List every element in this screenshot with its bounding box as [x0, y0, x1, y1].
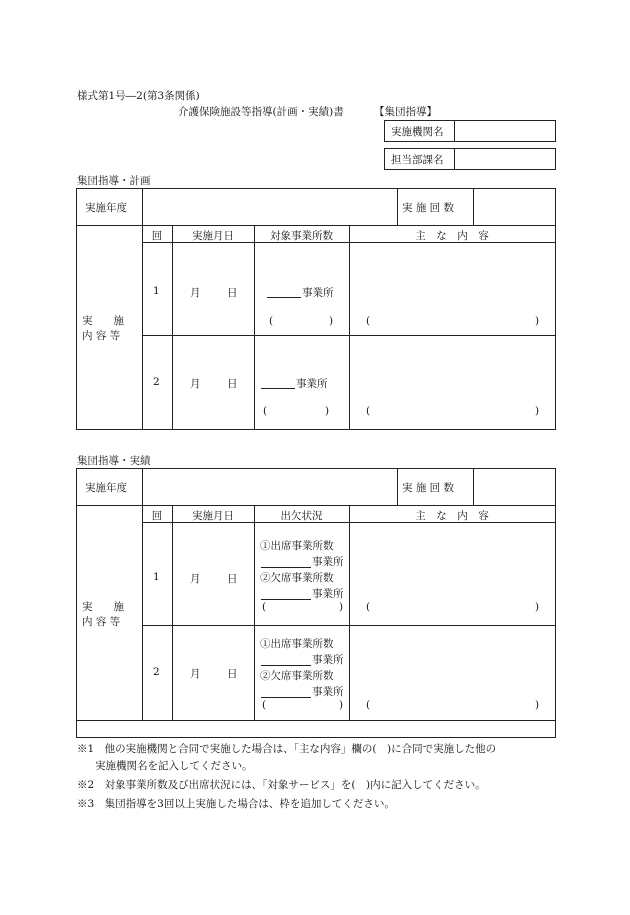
- result-row1-month: 月: [190, 573, 201, 585]
- plan-row2-service-close: ): [325, 405, 330, 417]
- result-row1-absent-blank[interactable]: [261, 599, 311, 600]
- result-table: [76, 468, 556, 738]
- result-row1-day: 日: [227, 573, 238, 585]
- plan-table: [76, 188, 556, 430]
- plan-row1-content-close: ): [535, 315, 540, 327]
- plan-col-date: 実施月日: [192, 230, 234, 242]
- result-row2-attend-label: ①出席事業所数: [260, 638, 334, 650]
- result-row2-absent-blank[interactable]: [261, 697, 311, 698]
- plan-year-label: 実施年度: [85, 202, 127, 214]
- plan-row1-service-open: (: [269, 315, 274, 327]
- plan-year-value[interactable]: [147, 193, 393, 221]
- plan-row2-office-suffix: 事業所: [296, 378, 328, 390]
- plan-row1-office-suffix: 事業所: [302, 287, 334, 299]
- result-row1-service-close: ): [339, 601, 344, 613]
- department-name-box: [384, 148, 556, 170]
- plan-row1-content-open: (: [366, 315, 371, 327]
- department-name-label: 担当部課名: [391, 154, 444, 166]
- result-row1-absent-suffix: 事業所: [312, 588, 344, 600]
- agency-name-box: [384, 120, 556, 142]
- result-side-label-2: 内 容 等: [82, 616, 121, 628]
- result-row2-absent-label: ②欠席事業所数: [260, 670, 334, 682]
- result-row2-service-open: (: [262, 699, 267, 711]
- form-number: 様式第1号―2(第3条関係): [77, 90, 200, 102]
- note-1-line-2: 実施機関名を記入してください。: [95, 760, 253, 772]
- note-2: ※2 対象事業所数及び出席状況には、「対象サービス」を( )内に記入してください。: [77, 779, 486, 791]
- result-year-label: 実施年度: [85, 482, 127, 494]
- note-3: ※3 集団指導を3回以上実施した場合は、枠を追加してください。: [77, 798, 395, 810]
- result-count-value[interactable]: [477, 473, 551, 501]
- plan-col-number: 回: [151, 230, 163, 242]
- plan-row1-office-blank[interactable]: [267, 297, 301, 298]
- result-row1-number: 1: [153, 571, 160, 583]
- result-row1-attend-suffix: 事業所: [312, 556, 344, 568]
- result-col-main-content: 主 な 内 容: [415, 510, 489, 522]
- plan-row2-number: 2: [153, 376, 160, 388]
- plan-col-target-offices: 対象事業所数: [270, 230, 333, 242]
- result-row1-attend-blank[interactable]: [261, 567, 311, 568]
- agency-name-label: 実施機関名: [391, 126, 444, 138]
- result-section-title: 集団指導・実績: [77, 455, 151, 467]
- document-title: 介護保険施設等指導(計画・実績)書: [178, 106, 344, 118]
- result-row1-attend-label: ①出席事業所数: [260, 540, 334, 552]
- plan-row2-content-close: ): [535, 405, 540, 417]
- plan-count-value[interactable]: [477, 193, 551, 221]
- result-col-date: 実施月日: [192, 510, 234, 522]
- plan-section-title: 集団指導・計画: [77, 175, 151, 187]
- result-side-label-1: 実 施: [82, 601, 124, 613]
- result-col-attendance: 出欠状況: [280, 510, 323, 522]
- plan-count-label: 実 施 回 数: [402, 202, 455, 214]
- plan-row2-office-blank[interactable]: [261, 388, 295, 389]
- document-title-tag: 【集団指導】: [374, 106, 437, 118]
- result-row2-content-close: ): [535, 699, 540, 711]
- result-row1-absent-label: ②欠席事業所数: [260, 572, 334, 584]
- result-row2-attend-suffix: 事業所: [312, 654, 344, 666]
- result-count-label: 実 施 回 数: [402, 482, 455, 494]
- result-row2-day: 日: [227, 668, 238, 680]
- result-row1-content-open: (: [366, 601, 371, 613]
- result-row2-month: 月: [190, 668, 201, 680]
- plan-side-label-2: 内 容 等: [82, 330, 121, 342]
- plan-row2-content-open: (: [366, 405, 371, 417]
- plan-row1-number: 1: [153, 285, 160, 297]
- result-row2-absent-suffix: 事業所: [312, 686, 344, 698]
- result-row2-service-close: ): [339, 699, 344, 711]
- plan-side-label-1: 実 施: [82, 315, 124, 327]
- plan-row2-service-open: (: [263, 405, 268, 417]
- plan-row1-service-close: ): [329, 315, 334, 327]
- plan-row2-month: 月: [190, 378, 201, 390]
- plan-row1-day: 日: [227, 287, 238, 299]
- plan-col-main-content: 主 な 内 容: [415, 230, 489, 242]
- result-row1-service-open: (: [262, 601, 267, 613]
- result-row2-attend-blank[interactable]: [261, 665, 311, 666]
- note-1-line-1: ※1 他の実施機関と合同で実施した場合は、「主な内容」欄の( )に合同で実施した他の: [77, 743, 497, 755]
- result-row2-content-open: (: [366, 699, 371, 711]
- result-year-value[interactable]: [147, 473, 393, 501]
- plan-row2-day: 日: [227, 378, 238, 390]
- result-row1-content-close: ): [535, 601, 540, 613]
- result-col-number: 回: [151, 510, 163, 522]
- result-row2-number: 2: [153, 666, 160, 678]
- plan-row1-month: 月: [190, 287, 201, 299]
